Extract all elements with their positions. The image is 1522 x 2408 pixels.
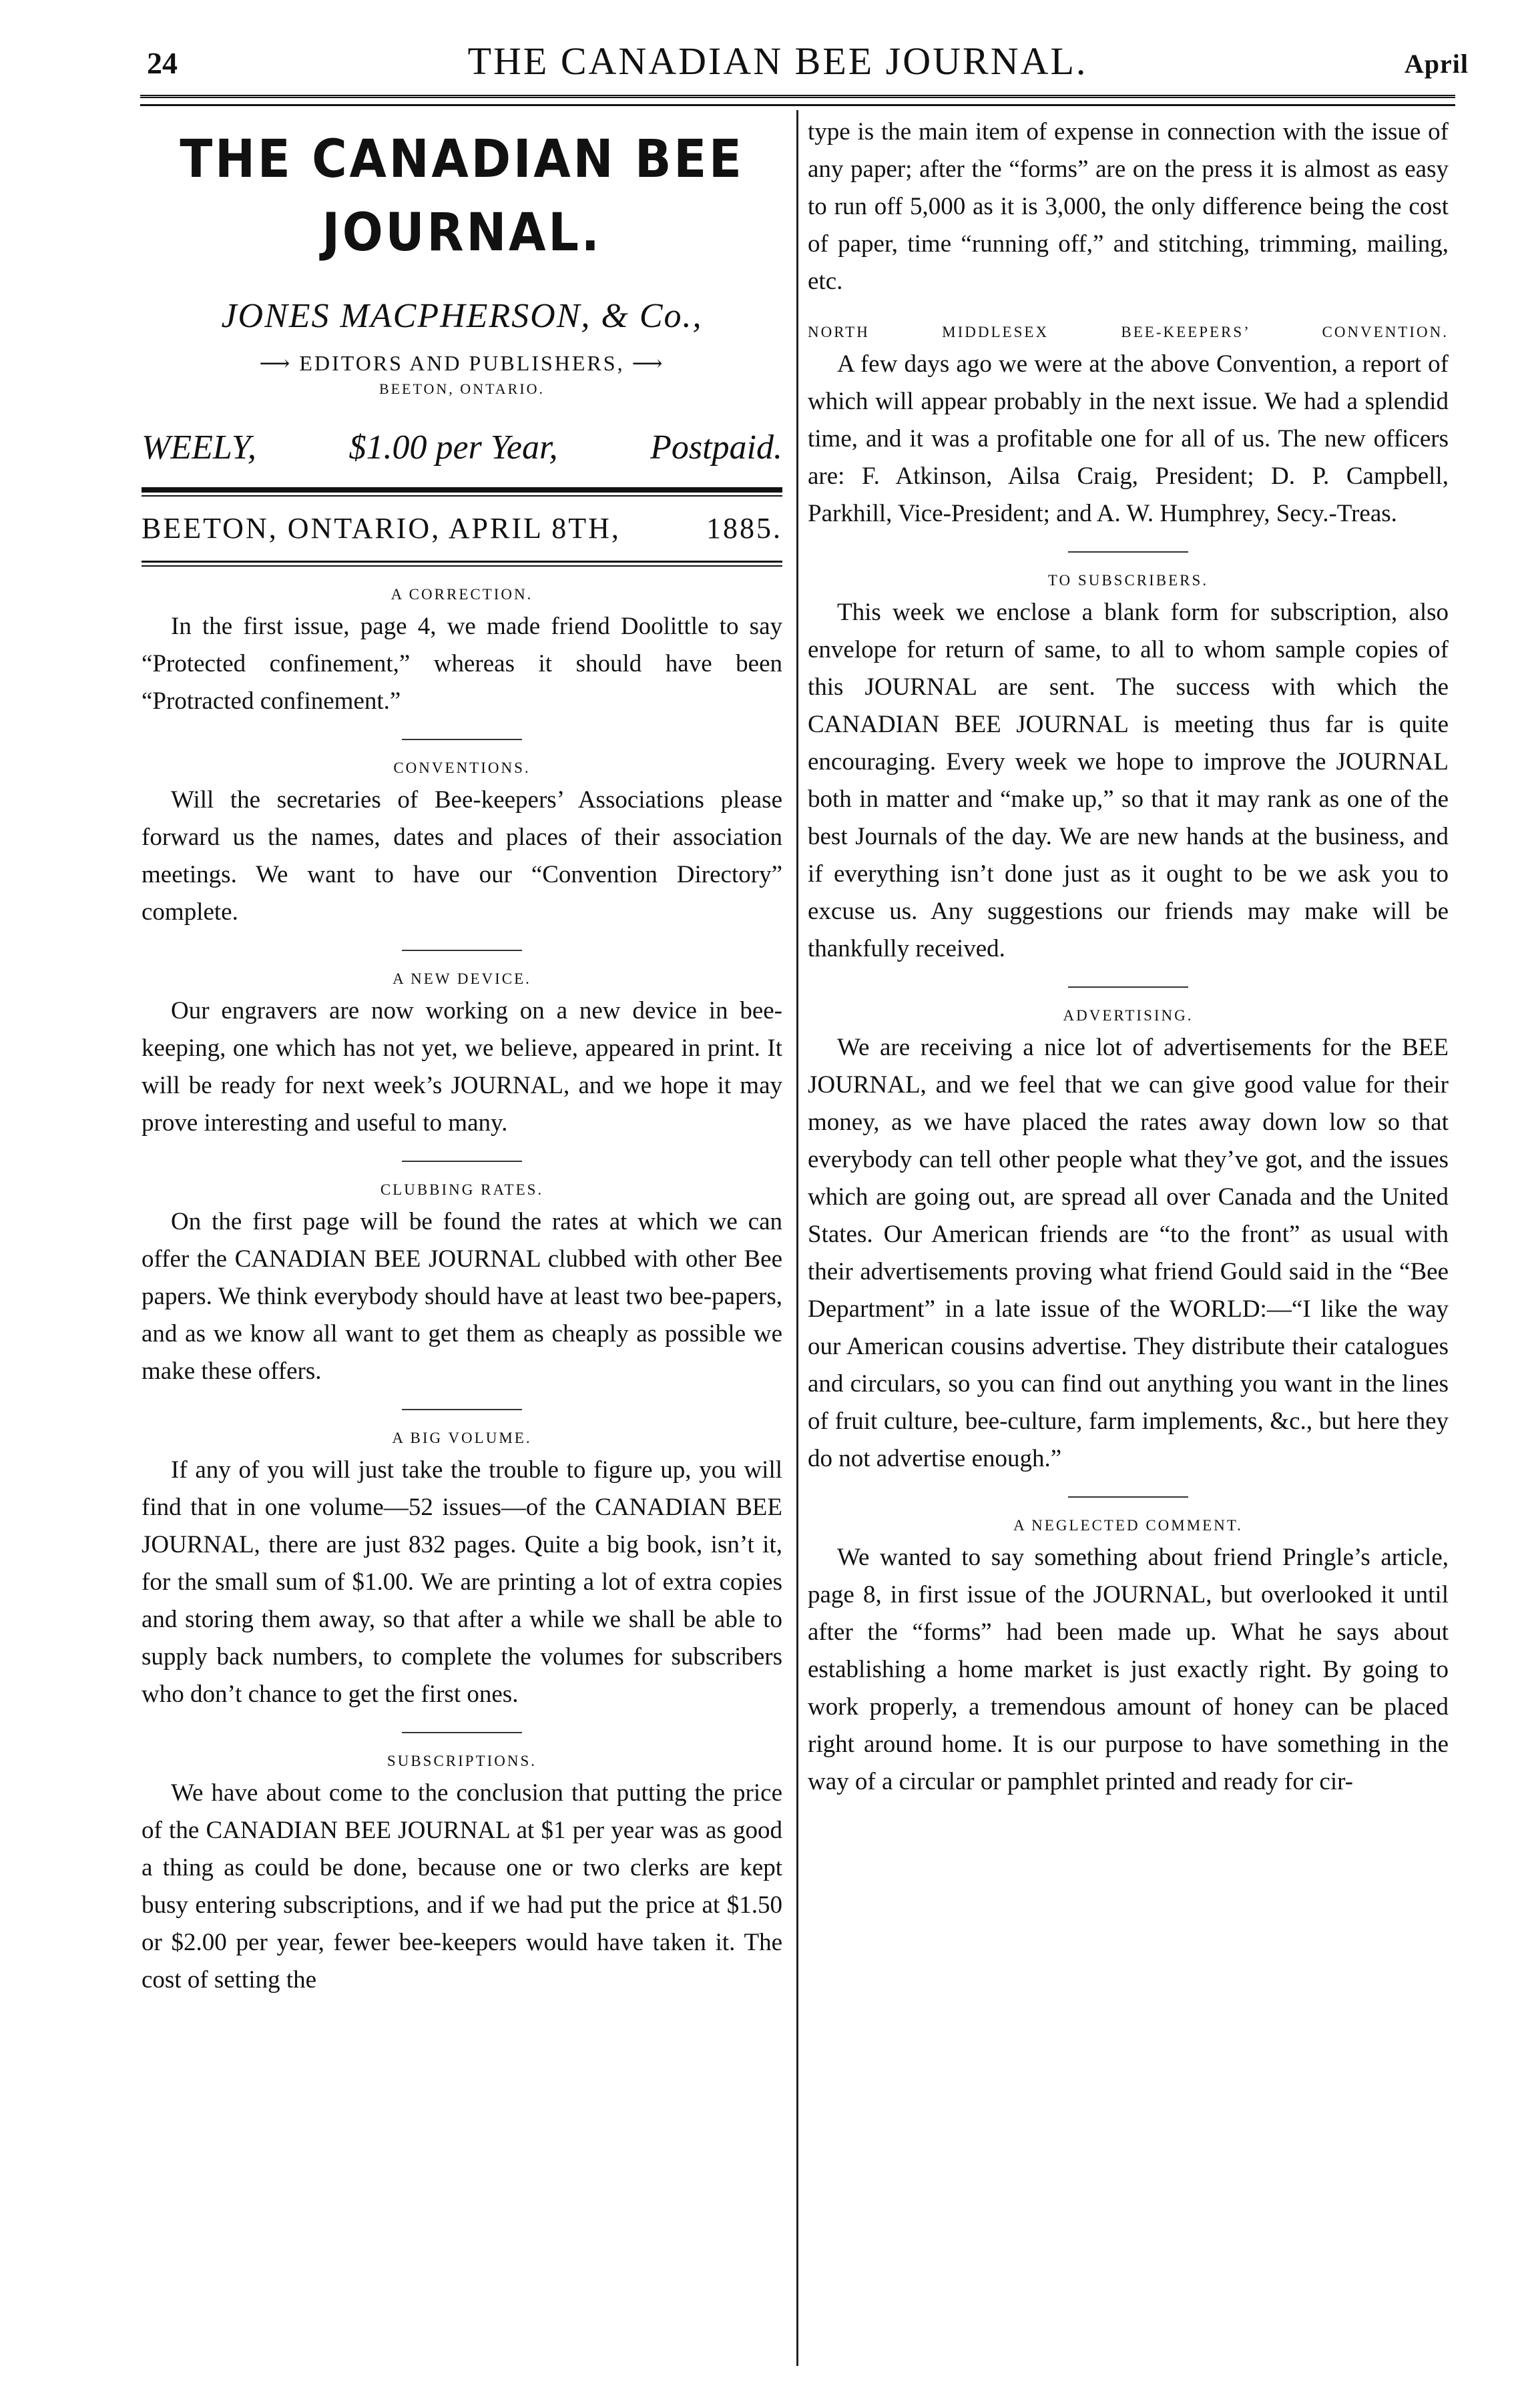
article-north-middlesex	[808, 319, 1449, 533]
dateline-rule	[142, 561, 782, 563]
article-text: Will the secretaries of Bee-keepers’ Associations please forward us the names, dates and places of their association meetings. We want to have our “Convention Directory” complete.	[142, 786, 782, 926]
article-heading: NORTH MIDDLESEX BEE-KEEPERS’ CONVENTION.	[808, 324, 1449, 340]
running-header	[107, 39, 1469, 92]
article-advertising	[808, 1002, 1449, 1478]
subscription-right: Postpaid.	[650, 428, 782, 467]
article-heading: TO SUBSCRIBERS.	[1047, 572, 1209, 589]
article-text: type is the main item of expense in connection with the issue of any paper; after the “forms” are on the press it is almost as easy to run off 5,000 as it is 3,000, the only difference being the cost of paper, time “running off,” and stitching, trimming, mailing, etc.	[808, 118, 1449, 295]
page-number: 24	[147, 46, 178, 80]
dateline	[142, 497, 782, 561]
article-heading: ADVERTISING.	[1063, 1007, 1194, 1024]
article-divider	[402, 1409, 522, 1410]
article-text: If any of you will just take the trouble to figure up, you will find that in one volume—52 issues—of the CANADIAN BEE JOURNAL, there are just 832 pages. Quite a big book, isn’t it, for the small sum of $1.00. We are printing a lot of extra copies and storing them away, so that after a while we shall be able to supply back numbers, to complete the volumes for subscribers who don’t chance to get the first ones.	[142, 1456, 782, 1708]
masthead-thick-rule	[142, 487, 782, 493]
article-conventions	[142, 755, 782, 931]
article-divider	[1068, 551, 1188, 553]
masthead-publisher: JONES MACPHERSON, & Co.,	[221, 297, 703, 335]
article-clubbing-rates	[142, 1177, 782, 1390]
article-divider	[402, 1732, 522, 1733]
running-title: THE CANADIAN BEE JOURNAL.	[467, 39, 1088, 83]
dateline-text: BEETON, ONTARIO, APRIL 8TH,	[142, 512, 621, 545]
arrow-ornament-icon: ⟶	[631, 351, 665, 375]
masthead-place: BEETON, ONTARIO.	[378, 380, 545, 397]
article-big-volume	[142, 1425, 782, 1713]
subscription-price: $1.00 per Year,	[348, 428, 558, 467]
article-text: We wanted to say something about friend Pringle’s article, page 8, in first issue of the JOURNAL, but overlooked it until after the “forms” had been made up. What he says about establishing a home market is just exactly right. By going to work properly, a tremendous amount of honey can be placed right around home. It is our purpose to have something in the way of a circular or pamphlet printed and ready for cir-	[808, 1544, 1449, 1795]
article-text: A few days ago we were at the above Convention, a report of which will appear probably in the next issue. We had a splendid time, and it was a profitable one for all of us. The new officers are: F. Atkinson, Ailsa Craig, President; D. P. Campbell, Parkhill, Vice-President; and A. W. Humphrey, Secy.-Treas.	[808, 350, 1449, 527]
right-column	[808, 113, 1449, 1819]
article-continuation	[808, 113, 1449, 300]
masthead	[142, 123, 782, 567]
running-month: April	[1404, 49, 1469, 79]
article-heading: A NEGLECTED COMMENT.	[1013, 1517, 1243, 1534]
left-column	[142, 113, 782, 2018]
column-divider	[796, 110, 798, 2366]
article-new-device	[142, 966, 782, 1142]
masthead-subscription	[142, 419, 782, 477]
article-heading: A CORRECTION.	[391, 586, 533, 603]
arrow-ornament-icon: ⟶	[259, 351, 292, 375]
article-heading: A NEW DEVICE.	[393, 970, 531, 987]
masthead-editors	[142, 347, 782, 379]
article-neglected-comment	[808, 1512, 1449, 1801]
article-heading: CONVENTIONS.	[393, 760, 531, 776]
article-heading: SUBSCRIPTIONS.	[387, 1753, 537, 1769]
article-text: We are receiving a nice lot of advertisements for the BEE JOURNAL, and we feel that we can give good value for their money, as we have placed the rates away down low so that everybody can tell other people what they’ve got, and the issues which are going out, are spread all over Canada and the United States. Our American friends are “to the front” as usual with their advertisements proving what friend Gould said in the “Bee Department” in a late issue of the WORLD:—“I like the way our American cousins advertise. They distribute their catalogues and circulars, so you can find out anything you want in the lines of fruit culture, bee-culture, farm implements, &c., but here they do not advertise enough.”	[808, 1034, 1449, 1472]
masthead-editors-label: EDITORS AND PUBLISHERS,	[299, 351, 625, 375]
dateline-year: 1885.	[706, 512, 782, 545]
article-divider	[1068, 986, 1188, 988]
article-divider	[402, 739, 522, 740]
dateline-rule-secondary	[142, 565, 782, 567]
masthead-title: THE CANADIAN BEE JOURNAL.	[180, 129, 744, 263]
article-divider	[1068, 1496, 1188, 1498]
article-divider	[402, 950, 522, 951]
article-text: This week we enclose a blank form for subscription, also envelope for return of same, to all to whom sample copies of this JOURNAL are sent. The success with which the CANADIAN BEE JOURNAL is meeting thus far is quite encouraging. Every week we hope to improve the JOURNAL both in matter and “make up,” so that it may rank as one of the best Journals of the day. We are new hands at the business, and if everything isn’t done just as it ought to be we ask you to excuse us. Any suggestions our friends may make will be thankfully received.	[808, 599, 1449, 962]
article-heading: CLUBBING RATES.	[380, 1181, 544, 1198]
article-text: On the first page will be found the rates at which we can offer the CANADIAN BEE JOURNAL clubbed with other Bee papers. We think everybody should have at least two bee-papers, and as we know all want to get them as cheaply as possible we make these offers.	[142, 1208, 782, 1385]
article-text: We have about come to the conclusion that putting the price of the CANADIAN BEE JOURNAL at $1 per year was as good a thing as could be done, because one or two clerks are kept busy entering subscriptions, and if we had put the price at $1.50 or $2.00 per year, fewer bee-keepers would have taken it. The cost of setting the	[142, 1779, 782, 1994]
article-text: In the first issue, page 4, we made friend Doolittle to say “Protected confinement,” whereas it should have been “Protracted confinement.”	[142, 613, 782, 715]
article-heading: A BIG VOLUME.	[392, 1430, 532, 1446]
article-to-subscribers	[808, 567, 1449, 968]
header-rule-secondary	[140, 104, 1455, 106]
article-divider	[402, 1161, 522, 1162]
header-rule	[140, 95, 1455, 98]
article-subscriptions	[142, 1748, 782, 1999]
subscription-left: WEELY,	[142, 428, 256, 467]
article-correction	[142, 581, 782, 720]
article-text: Our engravers are now working on a new device in bee-keeping, one which has not yet, we believe, appeared in print. It will be ready for next week’s JOURNAL, and we hope it may prove interesting and useful to many.	[142, 997, 782, 1137]
